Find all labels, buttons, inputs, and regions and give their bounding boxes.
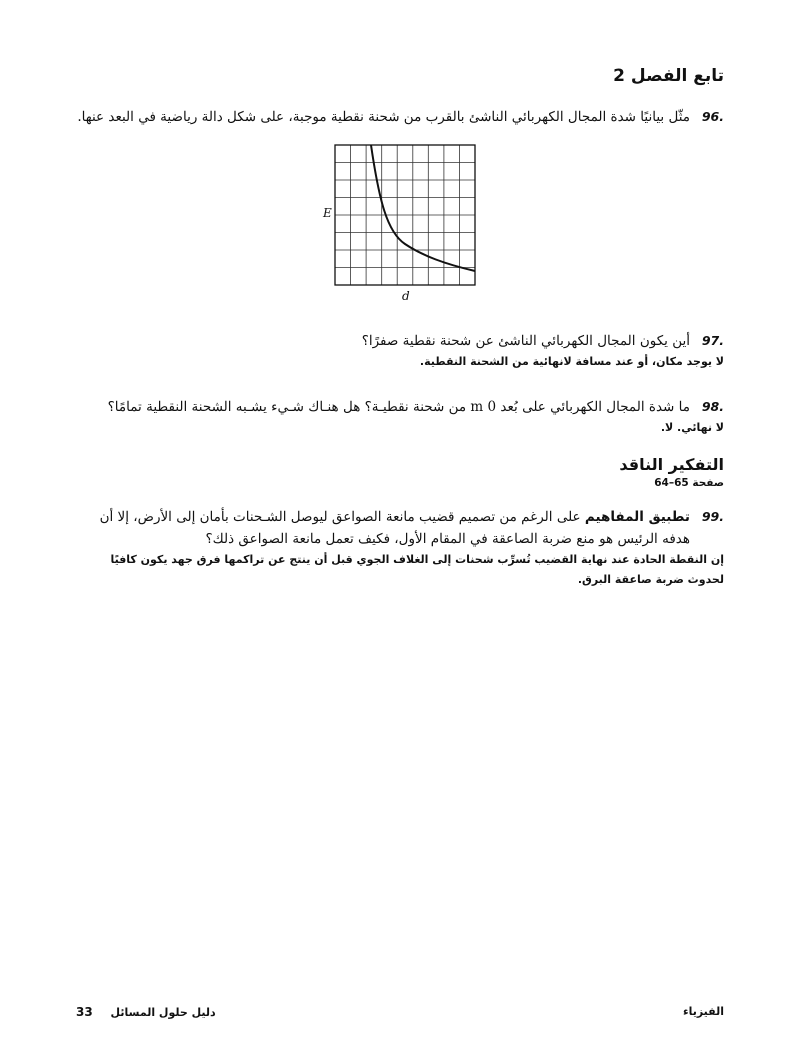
question-99 — [74, 506, 724, 590]
question-96 — [74, 106, 724, 128]
answer-text: لا يوجد مكان، أو عند مسافة لانهائية من الشحنة النقطية. — [419, 355, 724, 368]
question-number: 97. — [701, 333, 724, 348]
question-lead: تطبيق المفاهيم — [584, 509, 690, 525]
footer-subject: الفيزياء — [682, 1005, 724, 1018]
question-98 — [74, 396, 724, 438]
grid-lines — [335, 145, 475, 285]
question-text: ما شدة المجال الكهربائي على بُعد 0 m من شحنة نقطيـة؟ هل هنـاك شـيء يشـبه الشحنة النقطية تمامًا؟ — [107, 399, 690, 415]
question-text — [74, 506, 690, 550]
question-text: مثّل بيانيًا شدة المجال الكهربائي الناشئ بالقرب من شحنة نقطية موجبة، على شكل دالة رياضية في البعد عنها. — [77, 109, 690, 125]
page-number: 33 — [76, 1005, 93, 1019]
answer-text: لا نهائي. لا. — [660, 421, 724, 434]
chapter-title: تابع الفصل 2 — [613, 66, 724, 86]
question-body: على الرغم من تصميم قضيب مانعة الصواعق ليوصل الشـحنات بأمان إلى الأرض، إلا أن هدفه الرئيس هو منع ضربة الصاعقة في المقام الأول، فكيف تعمل مانعة الصواعق ذلك؟ — [99, 509, 690, 547]
section-title: التفكير الناقد — [619, 455, 724, 474]
question-number: 99. — [701, 509, 724, 524]
footer-book-title: دليل حلول المسائل — [110, 1006, 216, 1019]
field-vs-distance-graph — [305, 140, 505, 310]
question-97 — [74, 330, 724, 372]
question-number: 98. — [701, 399, 724, 414]
y-axis-label: E — [323, 206, 332, 220]
section-pages: صفحة 65–64 — [654, 477, 724, 489]
question-text: أين يكون المجال الكهربائي الناشئ عن شحنة نقطية صفرًا؟ — [361, 333, 690, 349]
answer-text: إن النقطة الحادة عند نهاية القضيب تُسرِّب شحنات إلى الغلاف الجوي قبل أن ينتج عن تراكمها فرق جهد يكون كافيًا لحدوث ضربة صاعقة البرق. — [110, 553, 724, 586]
graph-svg — [305, 140, 505, 310]
x-axis-label: d — [402, 289, 410, 303]
question-number: 96. — [701, 109, 724, 124]
footer-book — [76, 1005, 216, 1019]
